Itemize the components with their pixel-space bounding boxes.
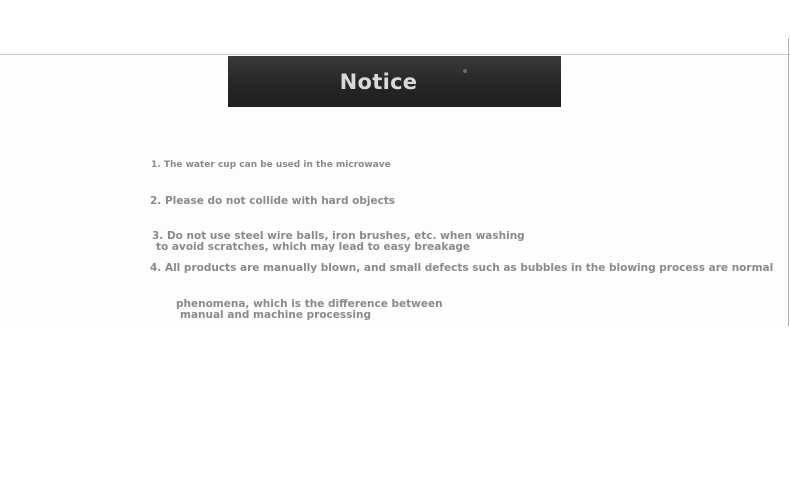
right-divider xyxy=(788,38,789,326)
banner-dot-icon xyxy=(463,69,467,73)
notice-item-2: 2. Please do not collide with hard objects xyxy=(150,195,396,207)
notice-banner xyxy=(228,56,561,107)
notice-item-3-line-2: to avoid scratches, which may lead to easy breakage xyxy=(156,241,471,253)
notice-title: Notice xyxy=(339,69,418,94)
notice-item-4-line-1: 4. All products are manually blown, and small defects such as bubbles in the blowing process are normal xyxy=(150,262,774,274)
notice-item-3-line-1: 3. Do not use steel wire balls, iron brushes, etc. when washing xyxy=(152,230,525,242)
notice-item-1: 1. The water cup can be used in the microwave xyxy=(151,160,391,170)
notice-item-4-line-3: manual and machine processing xyxy=(180,309,371,321)
notice-item-4-line-2: phenomena, which is the difference between xyxy=(176,298,443,310)
